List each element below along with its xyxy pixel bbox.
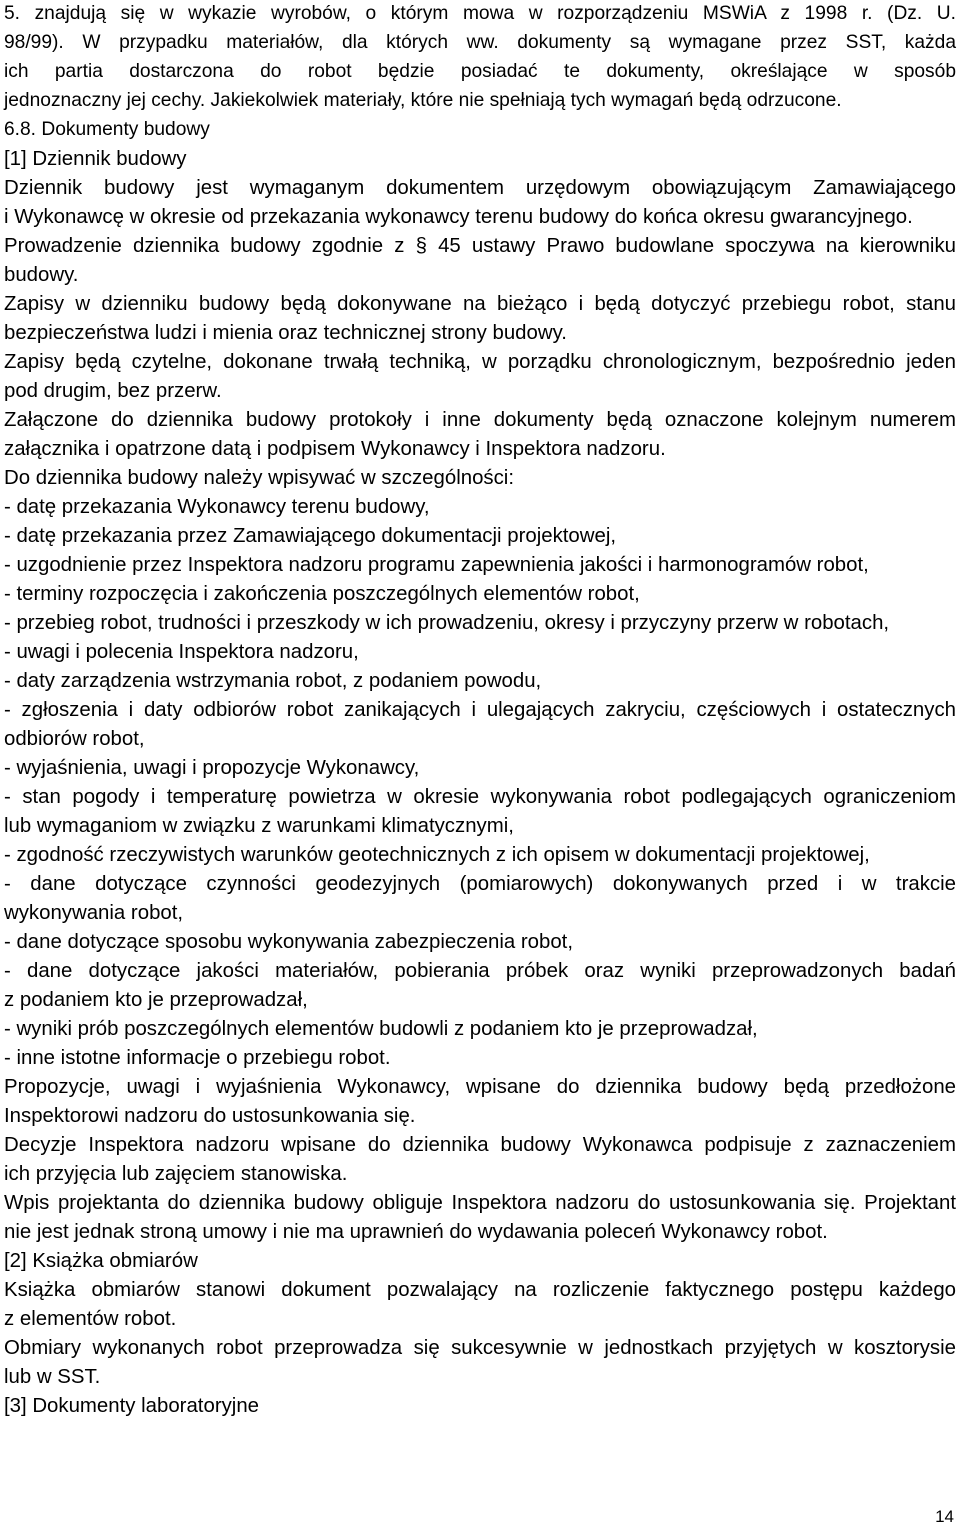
subsection-heading-1: [1] Dziennik budowy	[4, 148, 187, 170]
list-item-10: - stan pogody i temperaturę powietrza w okresie wykonywania robot podlegających ograniczeniom	[4, 786, 956, 808]
text-line-16: załącznika i opatrzone datą i podpisem Wykonawcy i Inspektora nadzoru.	[4, 438, 666, 460]
list-item-4: - terminy rozpoczęcia i zakończenia poszczególnych elementów robot,	[4, 583, 640, 605]
list-item-13: - dane dotyczące sposobu wykonywania zabezpieczenia robot,	[4, 931, 574, 953]
text-line-39: Inspektorowi nadzoru do ustosunkowania się.	[4, 1105, 416, 1127]
text-line-40: Decyzje Inspektora nadzoru wpisane do dziennika budowy Wykonawca podpisuje z zaznaczeniem	[4, 1134, 956, 1156]
list-item-14-cont: z podaniem kto je przeprowadzał,	[4, 989, 308, 1011]
list-item-7: - daty zarządzenia wstrzymania robot, z podaniem powodu,	[4, 670, 542, 692]
list-item-12-cont: wykonywania robot,	[4, 902, 184, 924]
text-line-41: ich przyjęcia lub zajęciem stanowiska.	[4, 1163, 348, 1185]
list-item-10-cont: lub wymaganiom w związku z warunkami klimatycznymi,	[4, 815, 514, 837]
text-line-43: nie jest jednak stroną umowy i nie ma uprawnień do wydawania poleceń Wykonawcy robot.	[4, 1221, 828, 1243]
list-item-5: - przebieg robot, trudności i przeszkody w ich prowadzeniu, okresy i przyczyny przerw w robotach,	[4, 612, 890, 634]
text-line-42: Wpis projektanta do dziennika budowy obliguje Inspektora nadzoru do ustosunkowania się. Projektant	[4, 1192, 956, 1214]
text-line-47: Obmiary wykonanych robot przeprowadza się sukcesywnie w jednostkach przyjętych w kosztorysie	[4, 1337, 956, 1359]
text-line-17: Do dziennika budowy należy wpisywać w szczególności:	[4, 467, 515, 489]
list-item-1: - datę przekazania Wykonawcy terenu budowy,	[4, 496, 430, 518]
section-heading: 6.8. Dokumenty budowy	[4, 119, 210, 140]
text-line-8: i Wykonawcę w okresie od przekazania wykonawcy terenu budowy do końca okresu gwarancyjnego.	[4, 206, 913, 228]
list-item-15: - wyniki prób poszczególnych elementów budowli z podaniem kto je przeprowadzał,	[4, 1018, 758, 1040]
text-line-38: Propozycje, uwagi i wyjaśnienia Wykonawcy, wpisane do dziennika budowy będą przedłożone	[4, 1076, 956, 1098]
list-item-16: - inne istotne informacje o przebiegu robot.	[4, 1047, 391, 1069]
list-item-2: - datę przekazania przez Zamawiającego dokumentacji projektowej,	[4, 525, 617, 547]
subsection-heading-2: [2] Książka obmiarów	[4, 1250, 198, 1272]
list-item-12: - dane dotyczące czynności geodezyjnych (pomiarowych) dokonywanych przed i w trakcie	[4, 873, 956, 895]
text-line-4: jednoznaczny jej cechy. Jakiekolwiek materiały, które nie spełniają tych wymagań będą odrzucone.	[4, 90, 842, 111]
text-line-11: Zapisy w dzienniku budowy będą dokonywane na bieżąco i będą dotyczyć przebiegu robot, stanu	[4, 293, 956, 315]
list-item-8: - zgłoszenia i daty odbiorów robot zanikających i ulegających zakryciu, częściowych i ostatecznych	[4, 699, 956, 721]
page-number: 14	[935, 1507, 954, 1526]
text-line-48: lub w SST.	[4, 1366, 101, 1388]
text-line-12: bezpieczeństwa ludzi i mienia oraz technicznej strony budowy.	[4, 322, 567, 344]
list-item-6: - uwagi i polecenia Inspektora nadzoru,	[4, 641, 359, 663]
text-line-46: z elementów robot.	[4, 1308, 177, 1330]
text-line-7: Dziennik budowy jest wymaganym dokumentem urzędowym obowiązującym Zamawiającego	[4, 177, 956, 199]
list-item-8-cont: odbiorów robot,	[4, 728, 145, 750]
text-line-3: ich partia dostarczona do robot będzie posiadać te dokumenty, określające w sposób	[4, 61, 956, 82]
text-line-14: pod drugim, bez przerw.	[4, 380, 222, 402]
text-line-2: 98/99). W przypadku materiałów, dla których ww. dokumenty są wymagane przez SST, każda	[4, 32, 956, 53]
list-item-9: - wyjaśnienia, uwagi i propozycje Wykonawcy,	[4, 757, 420, 779]
text-line-13: Zapisy będą czytelne, dokonane trwałą techniką, w porządku chronologicznym, bezpośrednio jeden	[4, 351, 956, 373]
subsection-heading-3: [3] Dokumenty laboratoryjne	[4, 1395, 260, 1417]
text-line-10: budowy.	[4, 264, 79, 286]
text-line-15: Załączone do dziennika budowy protokoły i inne dokumenty będą oznaczone kolejnym numerem	[4, 409, 956, 431]
text-line-45: Książka obmiarów stanowi dokument pozwalający na rozliczenie faktycznego postępu każdego	[4, 1279, 956, 1301]
list-item-3: - uzgodnienie przez Inspektora nadzoru programu zapewnienia jakości i harmonogramów robot,	[4, 554, 869, 576]
text-line-9: Prowadzenie dziennika budowy zgodnie z § 45 ustawy Prawo budowlane spoczywa na kierowniku	[4, 235, 956, 257]
text-line-1: 5. znajdują się w wykazie wyrobów, o którym mowa w rozporządzeniu MSWiA z 1998 r. (Dz. U.	[4, 3, 956, 24]
list-item-14: - dane dotyczące jakości materiałów, pobierania próbek oraz wyniki przeprowadzonych badań	[4, 960, 956, 982]
list-item-11: - zgodność rzeczywistych warunków geotechnicznych z ich opisem w dokumentacji projektowej,	[4, 844, 870, 866]
